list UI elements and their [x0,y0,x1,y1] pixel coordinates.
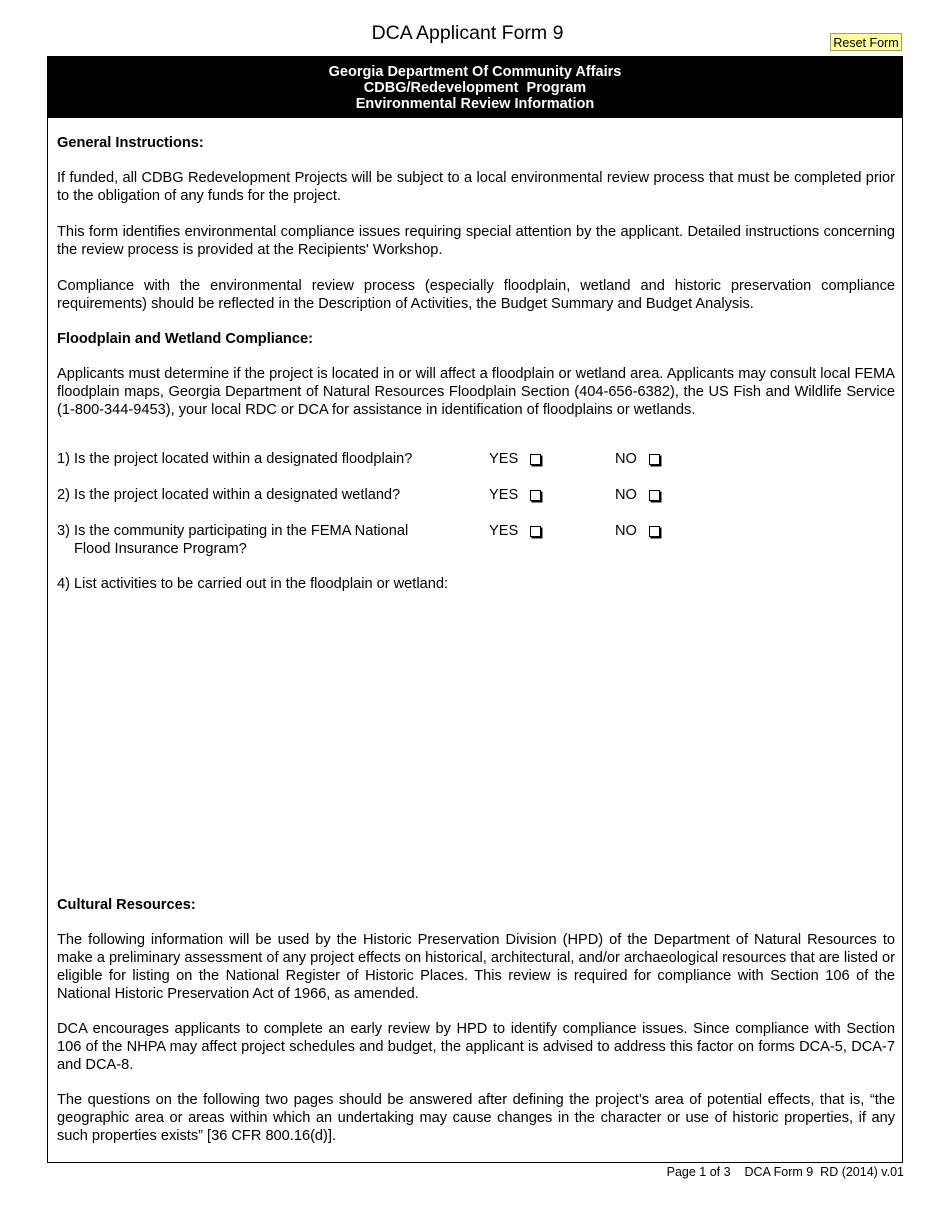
fema-no-option[interactable] [615,522,660,540]
question-label: 3) Is the community participating in the FEMA National [57,523,409,539]
form-title: DCA Applicant Form 9 [371,22,564,44]
floodplain-heading: Floodplain and Wetland Compliance: [57,331,313,347]
floodplain-paragraph: Applicants must determine if the project is located in or will affect a floodplain or wetland area. Applicants may consult local FEMA floodplain maps, Georgia Department of Natural Resources Floodplain Section (404-656-6382), the US Fish and Wildlife Service (1-800-344-9453), your local RDC or DCA for assistance in identification of floodplains or wetlands. [57,366,895,418]
activities-text-field[interactable] [57,599,895,889]
yes-label: YES [489,523,519,539]
floodplain-yes-option[interactable] [489,450,541,468]
banner-line-subject: Environmental Review Information [355,96,595,112]
no-label: NO [615,487,637,503]
yes-label: YES [489,451,519,467]
wetland-yes-option[interactable] [489,486,541,504]
floodplain-no-option[interactable] [615,450,660,468]
form-frame [47,56,903,1163]
question-label: 1) Is the project located within a designated floodplain? [57,451,413,467]
reset-form-button[interactable]: Reset Form [830,33,902,51]
floodplain-no-checkbox[interactable] [649,454,660,465]
wetland-yes-checkbox[interactable] [530,490,541,501]
activities-label: 4) List activities to be carried out in the floodplain or wetland: [57,576,449,592]
question-floodplain [57,450,412,468]
general-paragraph-2: This form identifies environmental compliance issues requiring special attention by the applicant. Detailed instructions concerning the review process is provided at the Recipients' Workshop. [57,224,895,258]
question-fema-nfip [57,522,408,558]
wetland-no-option[interactable] [615,486,660,504]
page-footer: Page 1 of 3 DCA Form 9 RD (2014) v.01 [666,1165,904,1179]
wetland-no-checkbox[interactable] [649,490,660,501]
cultural-resources-heading: Cultural Resources: [57,897,196,913]
question-wetland [57,486,400,504]
fema-no-checkbox[interactable] [649,526,660,537]
floodplain-yes-checkbox[interactable] [530,454,541,465]
question-label-continued: Flood Insurance Program? [74,541,247,557]
cultural-paragraph-2: DCA encourages applicants to complete an early review by HPD to identify compliance issues. Since compliance with Section 106 of the NHPA may affect project schedules and budget, the applicant is advised to address this factor on forms DCA-5, DCA-7 and DCA-8. [57,1021,895,1073]
fema-yes-option[interactable] [489,522,541,540]
cultural-paragraph-1: The following information will be used by the Historic Preservation Division (HPD) of the Department of Natural Resources to make a preliminary assessment of any project effects on historical, architectural, and/or archaeological resources that are listed or eligible for listing on the National Register of Historic Places. This review is required for compliance with Section 106 of the National Historic Preservation Act of 1966, as amended. [57,932,895,1002]
no-label: NO [615,523,637,539]
general-paragraph-3: Compliance with the environmental review process (especially floodplain, wetland and historic preservation compliance requirements) should be reflected in the Description of Activities, the Budget Summary and Budget Analysis. [57,278,895,312]
general-instructions-heading: General Instructions: [57,135,204,151]
cultural-paragraph-3: The questions on the following two pages should be answered after defining the project’s area of potential effects, that is, “the geographic area or areas within which an undertaking may cause changes in the character or use of historic properties, if any such properties exists” [36 CFR 800.16(d)]. [57,1092,895,1144]
form-banner [48,57,902,118]
fema-yes-checkbox[interactable] [530,526,541,537]
general-paragraph-1: If funded, all CDBG Redevelopment Projects will be subject to a local environmental review process that must be completed prior to the obligation of any funds for the project. [57,170,895,204]
question-label: 2) Is the project located within a designated wetland? [57,487,401,503]
yes-label: YES [489,487,519,503]
no-label: NO [615,451,637,467]
banner-line-program: CDBG/Redevelopment Program [363,80,587,96]
banner-line-agency: Georgia Department Of Community Affairs [328,64,622,80]
